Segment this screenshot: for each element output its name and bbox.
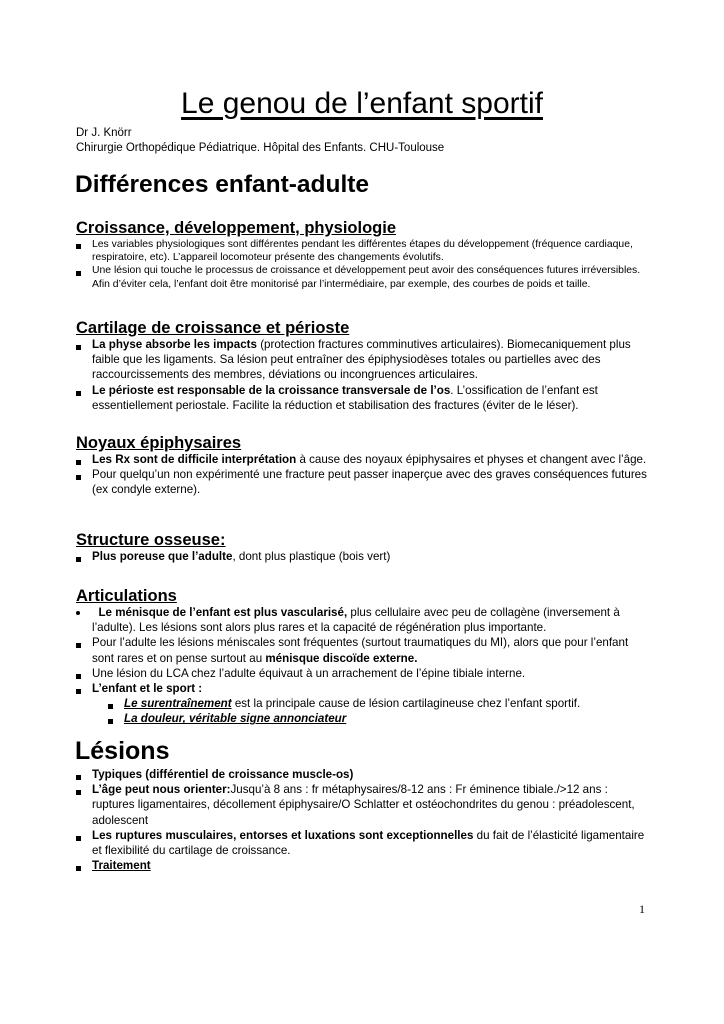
bullet-icon [76, 452, 88, 467]
subheading-structure: Structure osseuse: [76, 531, 226, 549]
section-heading-differences: Différences enfant-adulte [75, 171, 370, 198]
bullet-dot-icon [76, 605, 88, 620]
bullet-icon [76, 858, 88, 873]
bullet-icon [76, 337, 88, 352]
list-item: Typiques (différentiel de croissance muscle-os) [76, 767, 651, 782]
bullet-icon [76, 828, 88, 843]
croissance-list [76, 238, 651, 291]
list-item: Le ménisque de l’enfant est plus vascularisé, plus cellulaire avec peu de collagène (inversement à l’adulte). Les lésions sont alors plus rares et la capacité de régénération plus importante. [76, 605, 651, 635]
list-item: La douleur, véritable signe annonciateur [92, 711, 651, 726]
subheading-cartilage: Cartilage de croissance et périoste [76, 319, 350, 337]
list-item: La physe absorbe les impacts (protection fractures comminutives articulaires). Biomecaniquement plus faible que les ligaments. Sa lésion peut entraîner des épiphysiodèses totales ou partielles avec des raccourcissements des membres, déviations ou incongruences articulaires. [76, 337, 651, 383]
bullet-icon [76, 767, 88, 782]
lesions-list [76, 767, 651, 873]
list-item: Pour l’adulte les lésions méniscales sont fréquentes (surtout traumatiques du MI), alors que pour l’enfant sont rares et on pense surtout au ménisque discoïde externe. [76, 635, 651, 665]
bullet-icon [76, 635, 88, 650]
list-item: Traitement [76, 858, 651, 873]
list-item: Une lésion qui touche le processus de croissance et développement peut avoir des conséquences futures irréversibles. Afin d’éviter cela, l’enfant doit être monitorisé par l’intermédiaire, par exemple, des courbes de poids et taille. [76, 264, 651, 290]
bullet-icon [76, 666, 88, 681]
bullet-icon [108, 711, 120, 726]
document-title: Le genou de l’enfant sportif [181, 87, 543, 120]
bullet-icon [76, 467, 88, 482]
list-item: Plus poreuse que l’adulte, dont plus plastique (bois vert) [76, 549, 651, 564]
bullet-icon [76, 238, 88, 251]
bullet-icon [76, 264, 88, 277]
author-name: Dr J. Knörr [76, 127, 132, 139]
list-item: Le périoste est responsable de la croissance transversale de l’os. L’ossification de l’enfant est essentiellement periostale. Facilite la réduction et stabilisation des fractures (éviter de le léser). [76, 383, 651, 413]
list-item: Les Rx sont de difficile interprétation à cause des noyaux épiphysaires et physes et changent avec l’âge. [76, 452, 651, 467]
structure-list [76, 549, 651, 564]
bullet-icon [76, 782, 88, 797]
author-block [76, 126, 444, 156]
subheading-croissance: Croissance, développement, physiologie [76, 219, 397, 237]
articulations-list [76, 605, 651, 727]
bullet-icon [108, 696, 120, 711]
list-item: Les variables physiologiques sont différentes pendant les différentes étapes du développement (fréquence cardiaque, respiratoire, etc). L’appareil locomoteur présente des changements évolutifs. [76, 238, 651, 264]
page-number: 1 [639, 902, 645, 916]
subheading-noyaux: Noyaux épiphysaires [76, 434, 242, 452]
list-item: Une lésion du LCA chez l’adulte équivaut à un arrachement de l’épine tibiale interne. [76, 666, 651, 681]
bullet-icon [76, 549, 88, 564]
list-item: Le surentraînement est la principale cause de lésion cartilagineuse chez l’enfant sportif. [92, 696, 651, 711]
list-item: Les ruptures musculaires, entorses et luxations sont exceptionnelles du fait de l’élasticité ligamentaire et flexibilité du cartilage de croissance. [76, 828, 651, 858]
cartilage-list [76, 337, 651, 413]
bullet-icon [76, 681, 88, 696]
author-affiliation: Chirurgie Orthopédique Pédiatrique. Hôpital des Enfants. CHU-Toulouse [76, 142, 445, 154]
bullet-icon [76, 383, 88, 398]
list-item: L’âge peut nous orienter:Jusqu’à 8 ans : fr métaphysaires/8-12 ans : Fr éminence tibiale./>12 ans : ruptures ligamentaires, décollement épiphysaire/O Schlatter et ostéochondrites du genou : préadolescent, adolescent [76, 782, 651, 828]
subheading-articulations: Articulations [76, 587, 177, 605]
list-item: Pour quelqu’un non expérimenté une fracture peut passer inaperçue avec des graves conséquences futures (ex condyle externe). [76, 467, 651, 497]
section-heading-lesions: Lésions [75, 737, 170, 765]
sport-sublist [92, 696, 651, 726]
list-item: L’enfant et le sport : Le surentraînement est la principale cause de lésion cartilagineuse chez l’enfant sportif. La douleur, véritable signe annonciateur [76, 681, 651, 727]
noyaux-list [76, 452, 651, 498]
